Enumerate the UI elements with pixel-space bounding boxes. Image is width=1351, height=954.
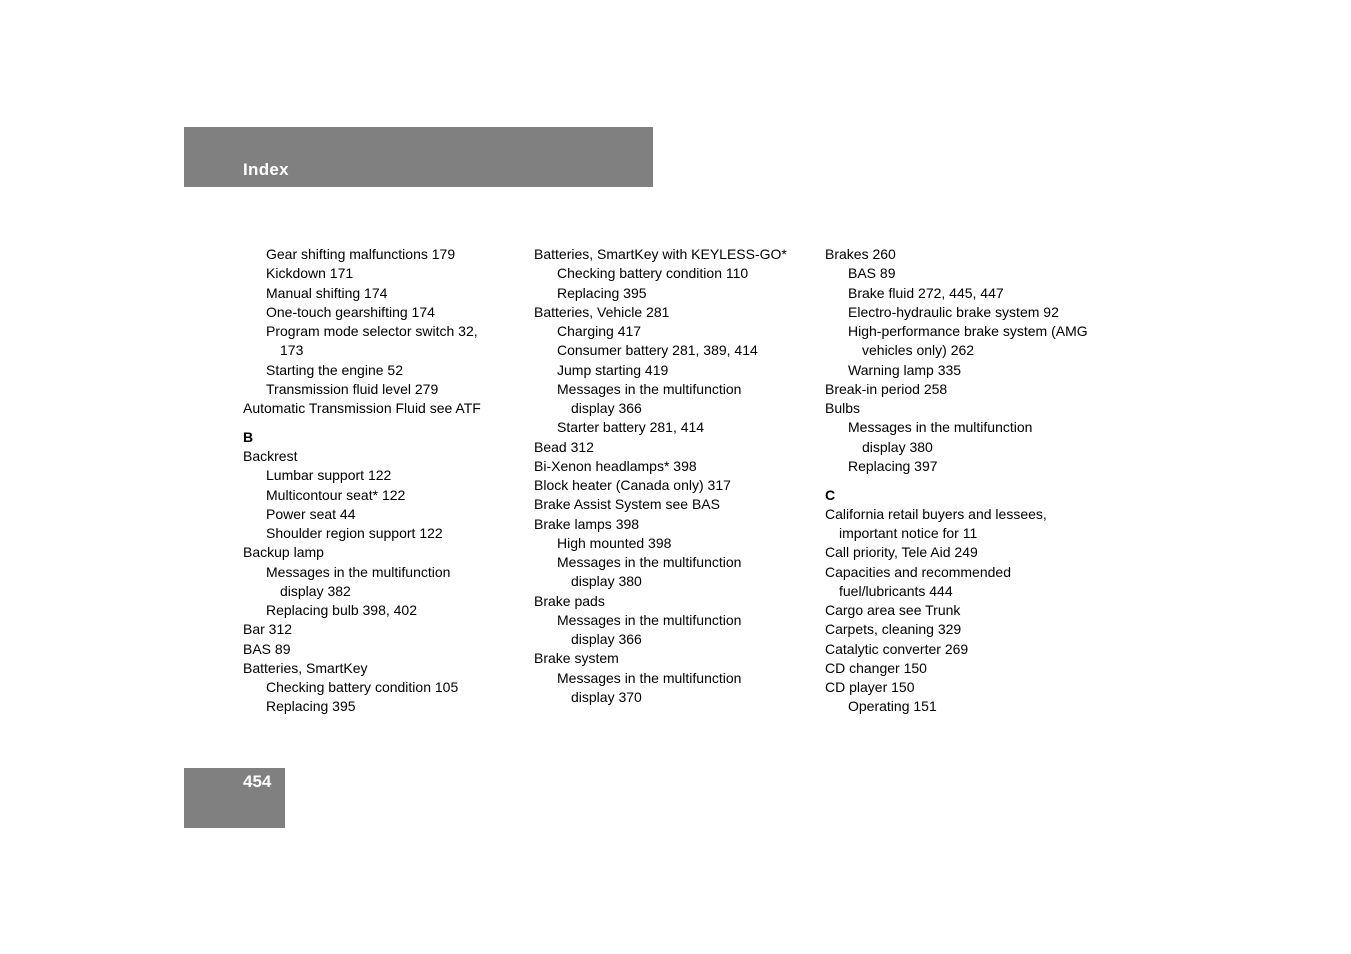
- index-subentry: Messages in the multifunction: [557, 669, 742, 686]
- header-bar: [184, 127, 653, 187]
- index-subentry: Replacing 397: [848, 457, 938, 474]
- index-subentry: Messages in the multifunction: [557, 611, 742, 628]
- index-entry: Batteries, SmartKey: [243, 659, 368, 676]
- index-subentry: Kickdown 171: [266, 265, 354, 282]
- index-subentry: Messages in the multifunction: [557, 380, 742, 397]
- index-subentry: Messages in the multifunction: [266, 563, 451, 580]
- index-entry-continuation: vehicles only) 262: [862, 342, 975, 359]
- index-column-3: [825, 245, 1115, 717]
- index-subentry: High mounted 398: [557, 534, 672, 551]
- index-subentry: Program mode selector switch 32,: [266, 323, 478, 339]
- index-entry: Catalytic converter 269: [825, 640, 969, 657]
- index-subentry: Replacing 395: [266, 698, 356, 715]
- index-entry-continuation: display 380: [571, 573, 642, 590]
- index-entry: Batteries, Vehicle 281: [534, 303, 670, 320]
- index-subentry: Multicontour seat* 122: [266, 486, 406, 503]
- index-entry: Bulbs: [825, 400, 861, 416]
- index-entry: Automatic Transmission Fluid see ATF: [243, 400, 481, 416]
- index-entry: Backup lamp: [243, 544, 324, 561]
- index-subentry: Warning lamp 335: [848, 361, 962, 378]
- page-title: Index: [243, 160, 289, 179]
- index-subentry: BAS 89: [848, 265, 896, 282]
- index-subentry: Transmission fluid level 279: [266, 380, 439, 397]
- index-entry: CD player 150: [825, 679, 915, 695]
- index-subentry: Replacing bulb 398, 402: [266, 602, 418, 618]
- index-entry: Batteries, SmartKey with KEYLESS-GO*: [534, 246, 787, 262]
- index-subentry: Jump starting 419: [557, 361, 669, 378]
- index-entry-continuation: display 366: [571, 631, 642, 647]
- index-entry-continuation: display 382: [280, 582, 351, 599]
- index-subentry: Consumer battery 281, 389, 414: [557, 342, 758, 359]
- index-entry: Break-in period 258: [825, 380, 948, 397]
- page-number-tab: [184, 768, 285, 828]
- index-subentry: Lumbar support 122: [266, 467, 392, 484]
- index-entry-continuation: 173: [280, 342, 304, 359]
- index-letter-heading: B: [243, 428, 254, 445]
- index-entry: Carpets, cleaning 329: [825, 621, 962, 638]
- index-entry: Brake system: [534, 650, 619, 667]
- index-subentry: Checking battery condition 105: [266, 679, 459, 695]
- index-subentry: Power seat 44: [266, 505, 356, 522]
- index-entry-continuation: display 366: [571, 400, 642, 416]
- index-entry: California retail buyers and lessees,: [825, 505, 1047, 522]
- index-entry-continuation: display 370: [571, 688, 642, 705]
- index-subentry: One-touch gearshifting 174: [266, 303, 435, 320]
- index-entry: CD changer 150: [825, 659, 927, 676]
- index-subentry: Gear shifting malfunctions 179: [266, 246, 456, 262]
- index-entry: Backrest: [243, 448, 298, 464]
- index-subentry: Replacing 395: [557, 284, 647, 301]
- index-entry-continuation: fuel/lubricants 444: [839, 582, 953, 599]
- index-column-1: [243, 245, 523, 717]
- index-entry: Cargo area see Trunk: [825, 602, 961, 618]
- index-subentry: Starting the engine 52: [266, 361, 403, 378]
- index-entry: Brakes 260: [825, 246, 896, 262]
- index-subentry: Charging 417: [557, 323, 642, 339]
- index-entry: Brake lamps 398: [534, 515, 640, 532]
- index-entry-continuation: important notice for 11: [839, 525, 978, 541]
- index-subentry: Brake fluid 272, 445, 447: [848, 284, 1004, 301]
- index-entry: Bead 312: [534, 438, 594, 455]
- index-subentry: Operating 151: [848, 698, 937, 715]
- index-subentry: High-performance brake system (AMG: [848, 323, 1088, 339]
- index-entry: Call priority, Tele Aid 249: [825, 544, 978, 561]
- index-entry: Brake pads: [534, 592, 605, 609]
- index-subentry: Starter battery 281, 414: [557, 419, 705, 436]
- index-subentry: Manual shifting 174: [266, 284, 388, 301]
- index-entry: Bi-Xenon headlamps* 398: [534, 457, 697, 474]
- index-column-2: [534, 245, 819, 707]
- page-number: 454: [243, 772, 272, 791]
- index-subentry: Messages in the multifunction: [557, 554, 742, 570]
- index-entry-continuation: display 380: [862, 438, 933, 455]
- index-entry: Capacities and recommended: [825, 563, 1011, 580]
- index-subentry: Messages in the multifunction: [848, 419, 1033, 436]
- index-entry: Brake Assist System see BAS: [534, 496, 720, 513]
- index-subentry: Shoulder region support 122: [266, 525, 443, 541]
- index-entry: Bar 312: [243, 621, 293, 638]
- index-entry: BAS 89: [243, 640, 291, 657]
- index-subentry: Electro-hydraulic brake system 92: [848, 303, 1059, 320]
- index-entry: Block heater (Canada only) 317: [534, 477, 731, 493]
- index-letter-heading: C: [825, 486, 836, 503]
- index-subentry: Checking battery condition 110: [557, 265, 749, 282]
